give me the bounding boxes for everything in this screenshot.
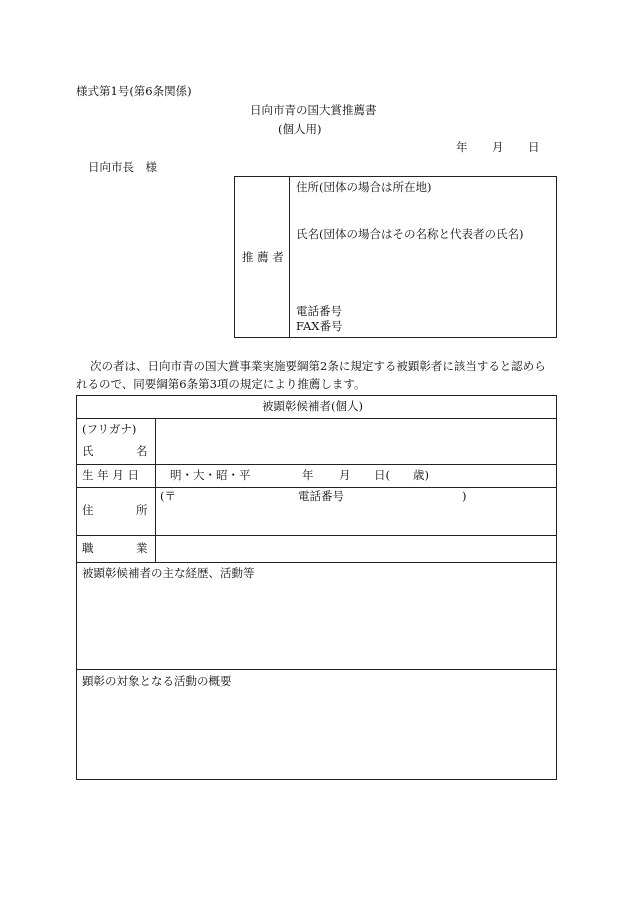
recommender-name-field[interactable]: 氏名(団体の場合はその名称と代表者の氏名) xyxy=(296,227,524,241)
candidate-name-field[interactable] xyxy=(160,421,552,461)
recommender-address-field[interactable]: 住所(団体の場合は所在地) xyxy=(296,180,432,194)
furigana-label: (フリガナ) xyxy=(82,422,137,436)
row-divider xyxy=(76,535,557,536)
date-year-label: 年 xyxy=(456,140,468,154)
occupation-label-1: 職 xyxy=(82,541,94,555)
date-day-label: 日 xyxy=(528,140,540,154)
postal-code-field[interactable]: (〒 xyxy=(160,489,176,503)
recommender-divider xyxy=(289,176,290,338)
name-label-2: 名 xyxy=(136,444,148,458)
birth-year-label: 年 xyxy=(302,468,314,482)
phone-close-paren: ) xyxy=(462,489,467,503)
birth-day-age-label: 日( 歳) xyxy=(374,468,429,482)
row-divider xyxy=(76,487,557,488)
birthdate-label: 生 年 月 日 xyxy=(82,468,139,482)
document-subtitle: (個人用) xyxy=(278,122,322,136)
row-divider xyxy=(76,464,557,465)
recommender-label: 推 薦 者 xyxy=(242,250,284,264)
row-divider xyxy=(76,669,557,670)
document-title: 日向市青の国大賞推薦書 xyxy=(250,103,377,117)
career-label: 被顕彰候補者の主な経歴、活動等 xyxy=(82,566,255,580)
birth-month-label: 月 xyxy=(339,468,351,482)
addressee: 日向市長 様 xyxy=(88,160,157,174)
era-options[interactable]: 明・大・昭・平 xyxy=(170,468,251,482)
activity-summary-label: 顕彰の対象となる活動の概要 xyxy=(82,674,232,688)
form-number: 様式第1号(第6条関係) xyxy=(76,84,192,98)
label-column-divider xyxy=(155,418,156,562)
candidate-heading: 被顕彰候補者(個人) xyxy=(262,399,363,413)
intro-line-1: 次の者は、日向市青の国大賞事業実施要綱第2条に規定する被顕彰者に該当すると認めら xyxy=(90,359,546,373)
name-label-1: 氏 xyxy=(82,444,94,458)
address-label-1: 住 xyxy=(82,503,94,517)
date-month-label: 月 xyxy=(492,140,504,154)
row-divider xyxy=(76,418,557,419)
intro-line-2: れるので、同要綱第6条第3項の規定により推薦します。 xyxy=(76,377,366,391)
activity-summary-field[interactable] xyxy=(80,693,552,775)
address-label-2: 所 xyxy=(136,503,148,517)
row-divider xyxy=(76,562,557,563)
occupation-label-2: 業 xyxy=(136,541,148,555)
career-field[interactable] xyxy=(80,585,552,665)
recommender-fax-field[interactable]: FAX番号 xyxy=(296,319,343,333)
recommender-phone-field[interactable]: 電話番号 xyxy=(296,304,342,318)
candidate-phone-field[interactable]: 電話番号 xyxy=(298,489,344,503)
occupation-field[interactable] xyxy=(160,538,552,560)
